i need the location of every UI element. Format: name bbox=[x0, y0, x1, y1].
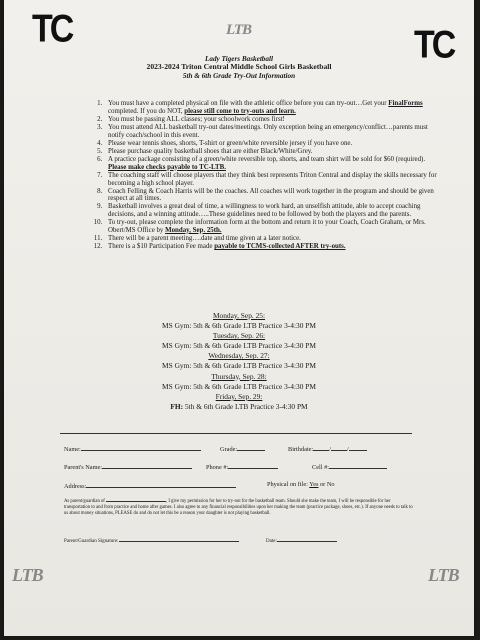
rule-item: 6. A practice package consisting of a green/white reversible top, shorts, and team shirt will be sold for $60 (required). Please make checks payable to TC-LTB. bbox=[104, 156, 439, 171]
rule-item: 9. Basketball involves a great deal of time, a willingness to work hard, an unselfish attitude, able to accept coaching decisions, and a winning attitude…..These guidelines need to be followed by both the players and the parents. bbox=[104, 203, 439, 218]
ltb-logo-bottom-left: LTB bbox=[12, 565, 43, 585]
parent-signature-field[interactable]: Parent/Guardian Signature: bbox=[64, 537, 239, 544]
schedule-day: Wednesday, Sep. 27: bbox=[208, 351, 270, 361]
rule-item: 5. Please purchase quality basketball shoes that are either Black/White/Grey. bbox=[104, 148, 439, 156]
schedule-detail: FH: 5th & 6th Grade LTB Practice 3-4:30 PM bbox=[170, 401, 308, 411]
practice-schedule bbox=[114, 311, 364, 412]
rule-item: 8. Coach Felling & Coach Harris will be the coaches. All coaches will work together in the program and should be given respect at all times. bbox=[104, 188, 439, 203]
rule-item: 2. You must be passing ALL classes; your schoolwork comes first! bbox=[104, 116, 439, 124]
document-header bbox=[64, 55, 414, 80]
schedule-detail: MS Gym: 5th & 6th Grade LTB Practice 3-4:30 PM bbox=[162, 321, 316, 331]
tryout-information-sheet bbox=[4, 0, 474, 636]
rules-list bbox=[92, 100, 439, 251]
schedule-day: Thursday, Sep. 28: bbox=[211, 371, 267, 381]
parents-name-field[interactable]: Parent's Name: bbox=[64, 462, 192, 471]
schedule-detail: MS Gym: 5th & 6th Grade LTB Practice 3-4:30 PM bbox=[162, 381, 316, 391]
ltb-logo-bottom-right: LTB bbox=[428, 565, 459, 585]
document-subtitle: 5th & 6th Grade Try-Out Information bbox=[182, 71, 296, 80]
tc-logo-left: TC bbox=[32, 7, 72, 51]
physical-on-file-field[interactable]: Physical on file: Yes or No bbox=[267, 481, 335, 488]
rule-item: 3. You must attend ALL basketball try-out dates/meetings. Only exception being an emergency/conflict…parents must notify coach/school in this event. bbox=[104, 124, 439, 139]
schedule-detail: MS Gym: 5th & 6th Grade LTB Practice 3-4:30 PM bbox=[162, 361, 316, 371]
rule-item: 7. The coaching staff will choose players that they think best represents Triton Central and display the skills necessary for becoming a high school player. bbox=[104, 172, 439, 187]
ltb-logo-top: LTB bbox=[226, 22, 252, 38]
address-field[interactable]: Address: bbox=[64, 481, 236, 490]
permission-statement: As parent/guardian of , I give my permission for her to try-out for the basketball team. Should she make the team, I will be responsible for her transportation to and from practice and home after games. I also agree to any financial responsibilities upon her making the team (practice package, shoes, etc.). If anyone needs to talk to us about money situations, PLEASE do and do not let this be a reason your daughter is not playing basketball. bbox=[64, 499, 413, 516]
tc-logo-right: TC bbox=[414, 23, 454, 67]
rule-item: 1. You must have a completed physical on file with the athletic office before you can try-out…Get your FinalForms completed. If you do NOT, please still come to try-outs and learn. bbox=[104, 100, 439, 115]
signature-date-field[interactable]: Date: bbox=[266, 537, 337, 544]
document-title: 2023-2024 Triton Central Middle School Girls Basketball bbox=[146, 62, 332, 72]
schedule-day: Tuesday, Sep. 26: bbox=[212, 331, 266, 341]
rule-item: 12. There is a $10 Participation Fee made payable to TCMS-collected AFTER try-outs. bbox=[104, 243, 439, 251]
rule-item: 11. There will be a parent meeting….date and time given at a later notice. bbox=[104, 235, 439, 243]
team-name: Lady Tigers Basketball bbox=[204, 55, 273, 63]
name-field[interactable]: Name: bbox=[64, 444, 201, 453]
cell-field[interactable]: Cell #: bbox=[312, 462, 387, 471]
schedule-detail: MS Gym: 5th & 6th Grade LTB Practice 3-4:30 PM bbox=[162, 341, 316, 351]
grade-field[interactable]: Grade: bbox=[220, 444, 265, 453]
rule-item: 4. Please wear tennis shoes, shorts, T-shirt or green/white reversible jersey if you have one. bbox=[104, 140, 439, 148]
schedule-day: Friday, Sep. 29: bbox=[215, 391, 263, 401]
birthdate-field[interactable]: Birthdate: / / bbox=[288, 444, 367, 453]
schedule-day: Monday, Sep. 25: bbox=[212, 311, 266, 320]
phone-field[interactable]: Phone #: bbox=[206, 462, 278, 471]
section-divider bbox=[60, 433, 412, 434]
rule-item: 10. To try-out, please complete the information form at the bottom and return it to your Coach, Coach Graham, or Mrs. Obert/MS Office by Monday, Sep. 25th. bbox=[104, 219, 439, 234]
